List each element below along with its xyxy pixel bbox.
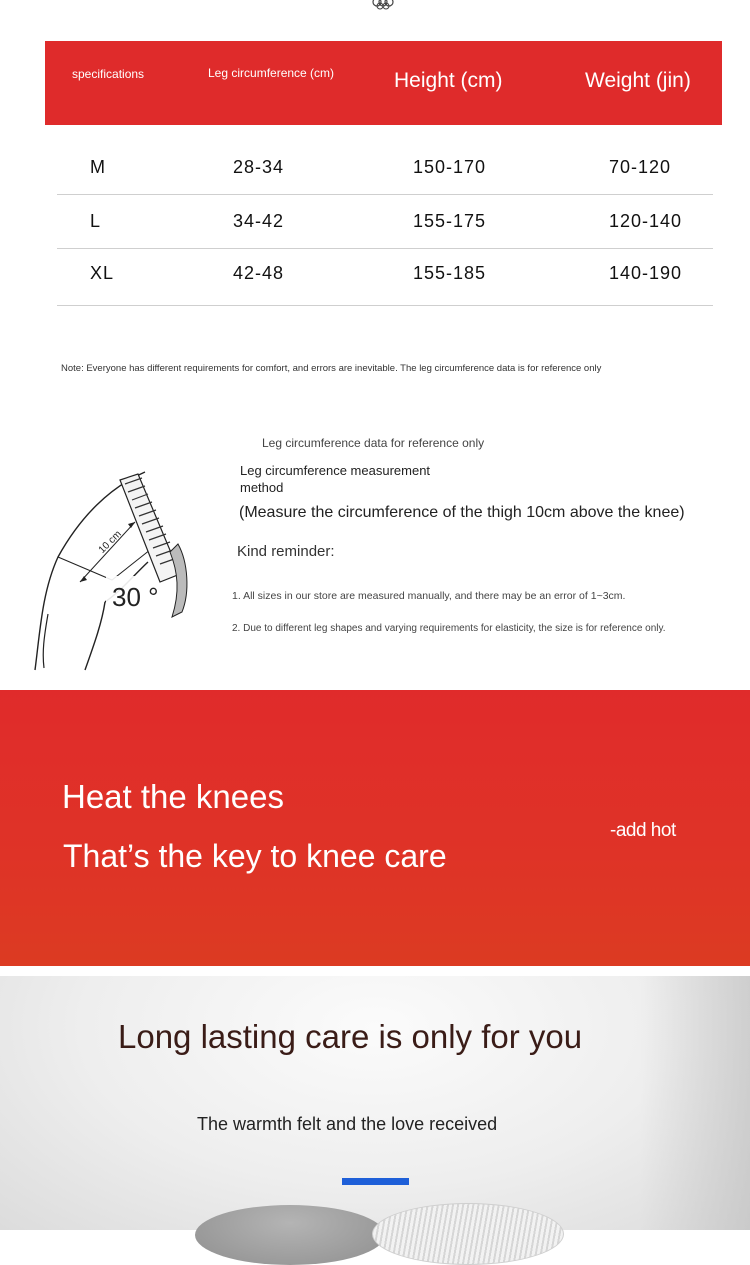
diagram-distance-label: 10 cm bbox=[96, 528, 124, 556]
measure-method-title: Leg circumference measurement method bbox=[240, 463, 431, 495]
table-row bbox=[57, 141, 713, 195]
care-subtitle: The warmth felt and the love received bbox=[197, 1114, 498, 1134]
cell-height: 155-175 bbox=[413, 211, 487, 231]
brand-logo-icon bbox=[370, 0, 396, 10]
banner-side-text: -add hot bbox=[610, 820, 676, 841]
knee-measurement-diagram bbox=[30, 462, 220, 674]
cell-leg: 42-48 bbox=[233, 263, 285, 283]
row-divider bbox=[57, 305, 713, 306]
kind-reminder-heading: Kind reminder: bbox=[237, 543, 335, 560]
banner-subheadline: That’s the key to knee care bbox=[63, 838, 447, 874]
product-photo-background bbox=[0, 976, 750, 1230]
table-row bbox=[57, 249, 713, 306]
cell-size: XL bbox=[90, 263, 115, 283]
size-table-header bbox=[45, 41, 722, 125]
cell-size: M bbox=[90, 157, 106, 177]
header-weight: Weight (jin) bbox=[585, 69, 691, 92]
cell-height: 155-185 bbox=[413, 263, 487, 283]
cell-leg: 34-42 bbox=[233, 211, 285, 231]
diagram-angle-label: 30 ° bbox=[112, 582, 159, 612]
cell-leg: 28-34 bbox=[233, 157, 285, 177]
cell-height: 150-170 bbox=[413, 157, 487, 177]
care-title: Long lasting care is only for you bbox=[118, 1018, 583, 1055]
knee-pad-grey-image bbox=[195, 1205, 385, 1265]
cell-weight: 120-140 bbox=[609, 211, 683, 231]
measure-instruction: (Measure the circumference of the thigh 10cm above the knee) bbox=[239, 504, 685, 521]
knee-pad-white-image bbox=[372, 1203, 564, 1265]
cell-weight: 140-190 bbox=[609, 263, 683, 283]
cell-weight: 70-120 bbox=[609, 157, 672, 177]
measure-caption: Leg circumference data for reference only bbox=[262, 436, 485, 450]
cell-size: L bbox=[90, 211, 102, 231]
header-height: Height (cm) bbox=[394, 69, 503, 92]
reminder-item: 2. Due to different leg shapes and varying requirements for elasticity, the size is for reference only. bbox=[232, 623, 666, 634]
banner-headline: Heat the knees bbox=[62, 778, 284, 815]
table-row bbox=[57, 195, 713, 249]
header-specifications: specifications bbox=[72, 67, 145, 81]
photo-shadow bbox=[640, 976, 750, 1230]
accent-divider bbox=[342, 1178, 409, 1185]
reminder-item: 1. All sizes in our store are measured manually, and there may be an error of 1~3cm. bbox=[232, 590, 626, 602]
header-leg-circumference: Leg circumference (cm) bbox=[208, 66, 335, 80]
size-note: Note: Everyone has different requirements for comfort, and errors are inevitable. The leg circumference data is for reference only bbox=[61, 363, 602, 374]
